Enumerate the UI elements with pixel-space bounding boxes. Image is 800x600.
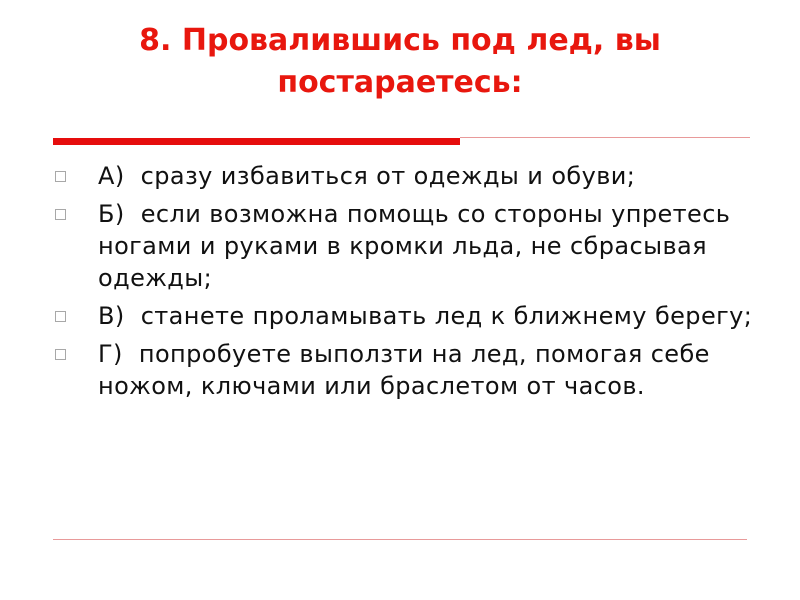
slide-title-line-1: 8. Провалившись под лед, вы — [139, 23, 661, 58]
slide-title — [60, 20, 740, 104]
answer-option-letter: Б) — [98, 200, 125, 228]
answer-option-letter: В) — [98, 302, 125, 330]
answer-option-text: станете проламывать лед к ближнему берегу; — [140, 302, 753, 330]
answer-option-text: сразу избавиться от одежды и обуви; — [140, 162, 636, 190]
answer-options-list — [55, 160, 755, 408]
answer-option-b — [55, 198, 755, 294]
answer-option-letter: А) — [98, 162, 125, 190]
hollow-square-bullet-icon — [55, 311, 66, 322]
footer-divider — [53, 539, 747, 540]
answer-option-letter: Г) — [98, 340, 123, 368]
answer-option-text: если возможна помощь со стороны упретесь ногами и руками в кромки льда, не сбрасывая одежды; — [98, 200, 731, 292]
answer-option-text: попробуете выползти на лед, помогая себе ножом, ключами или браслетом от часов. — [98, 340, 710, 400]
hollow-square-bullet-icon — [55, 209, 66, 220]
title-underline-thick — [53, 138, 460, 145]
answer-option-g — [55, 338, 755, 402]
title-underline-thin — [460, 137, 750, 138]
hollow-square-bullet-icon — [55, 171, 66, 182]
answer-option-a — [55, 160, 755, 192]
hollow-square-bullet-icon — [55, 349, 66, 360]
slide-title-line-2: постараетесь: — [277, 65, 523, 100]
answer-option-v — [55, 300, 755, 332]
